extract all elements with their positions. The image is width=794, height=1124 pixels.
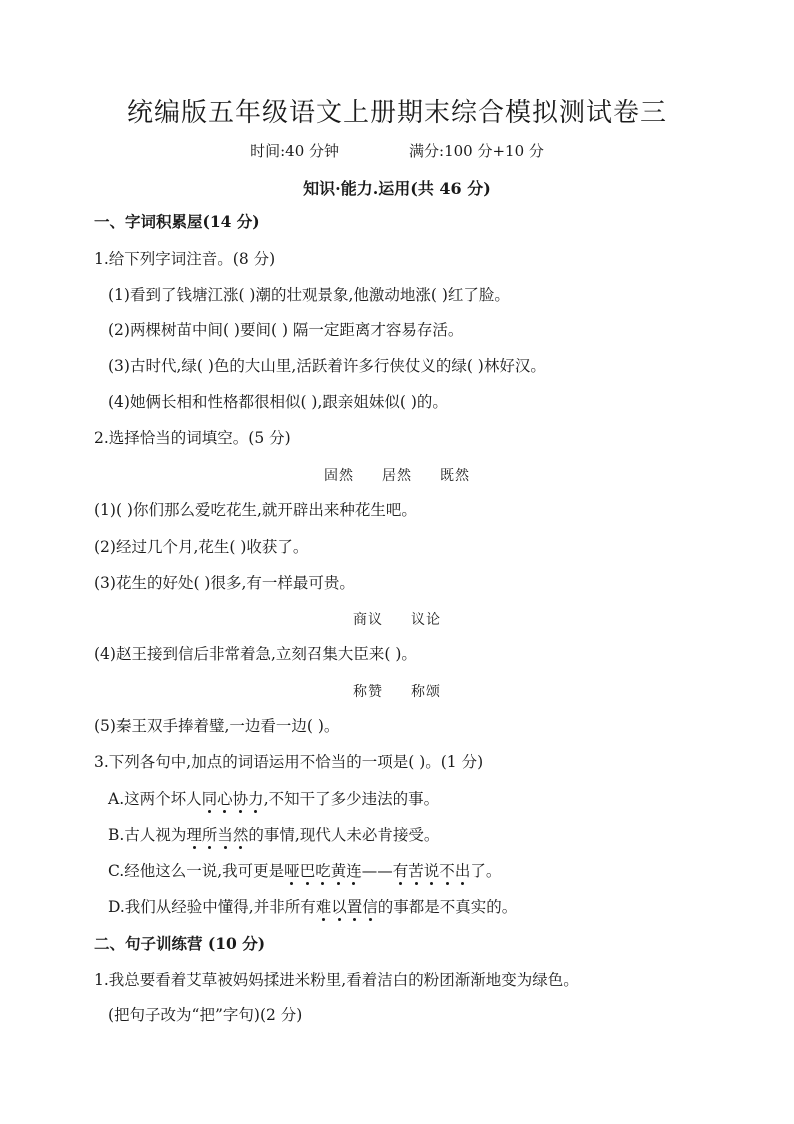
full-score: 满分:100 分+10 分: [409, 142, 544, 160]
section-2-heading: 二、句子训练营 (10 分): [94, 934, 266, 953]
exam-meta: [0, 140, 794, 161]
q2-item-5: (5)秦王双手捧着璧,一边看一边( )。: [94, 717, 340, 735]
q2-stem: 2.选择恰当的词填空。(5 分): [94, 429, 291, 447]
choice-word: 议论: [411, 612, 441, 628]
dotted-phrase: 哑巴吃黄连——有苦说不出: [284, 862, 471, 880]
dotted-phrase: 同心协力: [201, 790, 264, 808]
choice-word: 既然: [440, 468, 470, 484]
q3-option-d: D.我们从经验中懂得,并非所有难以置信的事都是不真实的。: [108, 898, 518, 916]
q1-item-1: (1)看到了钱塘江涨( )潮的壮观景象,他激动地涨( )红了脸。: [108, 286, 510, 304]
exam-title: 统编版五年级语文上册期末综合模拟测试卷三: [126, 98, 667, 128]
q2-word-choices-b: [0, 609, 794, 629]
time-limit: 时间:40 分钟: [250, 142, 340, 160]
s2-q1-instruction: (把句子改为“把”字句)(2 分): [108, 1006, 303, 1024]
q1-stem: 1.给下列字词注音。(8 分): [94, 250, 276, 268]
q1-item-2: (2)两棵树苗中间( )要间( ) 隔一定距离才容易存活。: [108, 321, 464, 339]
q1-item-4: (4)她俩长相和性格都很相似( ),跟亲姐妹似( )的。: [108, 393, 448, 411]
q3-stem: 3.下列各句中,加点的词语运用不恰当的一项是( )。(1 分): [94, 753, 484, 771]
choice-word: 称颂: [411, 684, 441, 700]
choice-word: 居然: [382, 468, 412, 484]
part-heading: 知识·能力.运用(共 46 分): [303, 179, 491, 198]
q2-item-4: (4)赵王接到信后非常着急,立刻召集大臣来( )。: [94, 645, 417, 663]
q3-option-b: B.古人视为理所当然的事情,现代人未必肯接受。: [108, 826, 440, 844]
choice-word: 商议: [353, 612, 383, 628]
dotted-phrase: 难以置信: [315, 898, 378, 916]
choice-word: 固然: [324, 468, 354, 484]
dotted-phrase: 理所当然: [186, 826, 249, 844]
q3-option-a: A.这两个坏人同心协力,不知干了多少违法的事。: [108, 790, 440, 808]
q2-item-1: (1)( )你们那么爱吃花生,就开辟出来种花生吧。: [94, 501, 417, 519]
section-1-heading: 一、字词积累屋(14 分): [94, 212, 260, 231]
q2-item-2: (2)经过几个月,花生( )收获了。: [94, 538, 309, 556]
q3-option-c: C.经他这么一说,我可更是哑巴吃黄连——有苦说不出了。: [108, 862, 502, 880]
q1-item-3: (3)古时代,绿( )色的大山里,活跃着许多行侠仗义的绿( )林好汉。: [108, 357, 546, 375]
s2-q1-stem: 1.我总要看着艾草被妈妈揉进米粉里,看着洁白的粉团渐渐地变为绿色。: [94, 971, 579, 989]
q2-word-choices-c: [0, 681, 794, 701]
q2-word-choices-a: [0, 465, 794, 485]
q2-item-3: (3)花生的好处( )很多,有一样最可贵。: [94, 574, 355, 592]
choice-word: 称赞: [353, 684, 383, 700]
